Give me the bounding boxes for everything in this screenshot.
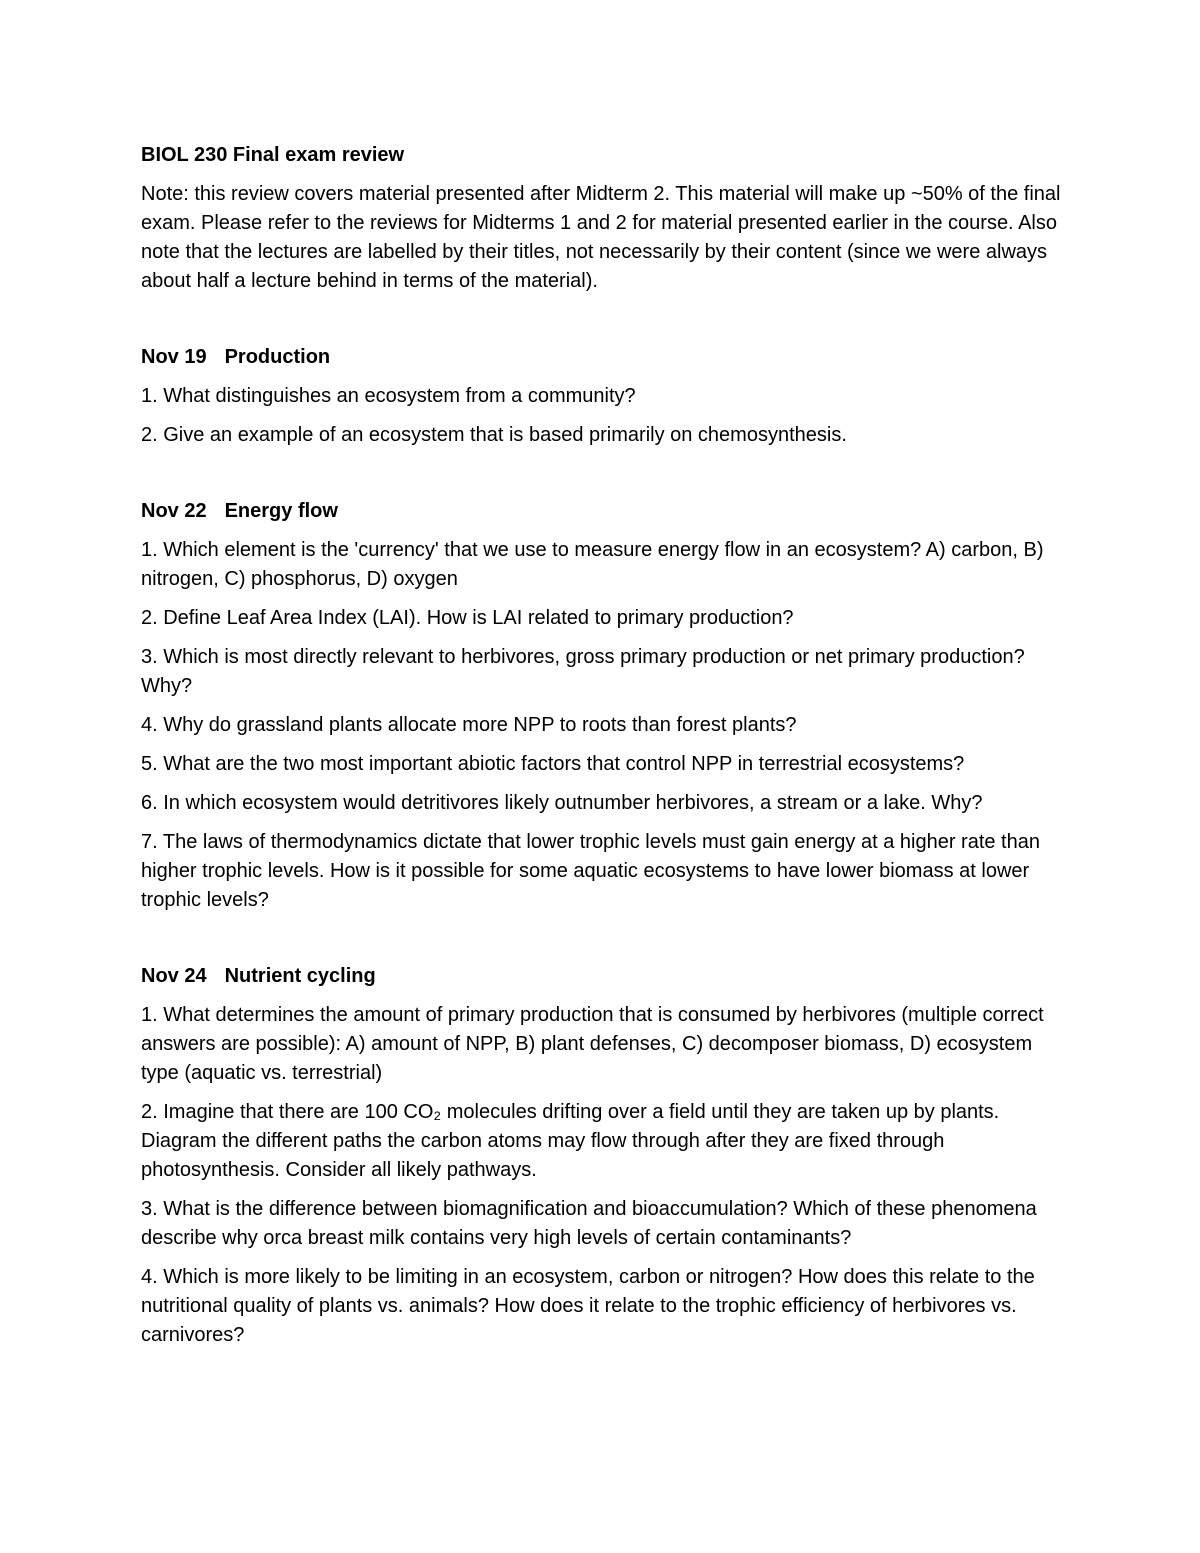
question-item: 3. Which is most directly relevant to herbivores, gross primary production or net primary production? Why? <box>141 646 1025 697</box>
question-item: 5. What are the two most important abiotic factors that control NPP in terrestrial ecosystems? <box>141 753 965 775</box>
document-page <box>141 141 1066 1360</box>
section-nutrient-cycling <box>141 962 1066 1350</box>
question-item: 1. What determines the amount of primary production that is consumed by herbivores (multiple correct answers are possible): A) amount of NPP, B) plant defenses, C) decomposer biomass, D) ecosystem type (aquatic vs. terrestrial) <box>141 1004 1044 1084</box>
question-item: 2. Give an example of an ecosystem that is based primarily on chemosynthesis. <box>141 424 847 446</box>
section-date: Nov 24 <box>141 965 207 987</box>
question-item: 2. Define Leaf Area Index (LAI). How is LAI related to primary production? <box>141 607 794 629</box>
question-item: 3. What is the difference between biomagnification and bioaccumulation? Which of these phenomena describe why orca breast milk contains very high levels of certain contaminants? <box>141 1198 1037 1249</box>
section-energy-flow <box>141 497 1066 915</box>
section-topic: Nutrient cycling <box>224 965 376 987</box>
question-item: 1. Which element is the 'currency' that we use to measure energy flow in an ecosystem? A) carbon, B) nitrogen, C) phosphorus, D) oxygen <box>141 539 1044 590</box>
question-item: 6. In which ecosystem would detritivores likely outnumber herbivores, a stream or a lake. Why? <box>141 792 983 814</box>
section-header <box>141 962 1066 991</box>
intro-note: Note: this review covers material presented after Midterm 2. This material will make up ~50% of the final exam. Please refer to the reviews for Midterms 1 and 2 for material presented earlier in the course. Also note that the lectures are labelled by their titles, not necessarily by their content (since we were always about half a lecture behind in terms of the material). <box>141 183 1061 292</box>
section-date: Nov 22 <box>141 500 207 522</box>
question-item: 2. Imagine that there are 100 CO₂ molecules drifting over a field until they are taken up by plants. Diagram the different paths the carbon atoms may flow through after they are fixed through photosynthesis. Consider all likely pathways. <box>141 1101 1000 1181</box>
section-date: Nov 19 <box>141 346 207 368</box>
question-item: 4. Which is more likely to be limiting in an ecosystem, carbon or nitrogen? How does this relate to the nutritional quality of plants vs. animals? How does it relate to the trophic efficiency of herbivores vs. carnivores? <box>141 1266 1035 1346</box>
section-production <box>141 343 1066 450</box>
document-title: BIOL 230 Final exam review <box>141 144 405 166</box>
section-topic: Energy flow <box>224 500 338 522</box>
section-header <box>141 497 1066 526</box>
question-item: 1. What distinguishes an ecosystem from a community? <box>141 385 636 407</box>
question-item: 4. Why do grassland plants allocate more NPP to roots than forest plants? <box>141 714 797 736</box>
question-item: 7. The laws of thermodynamics dictate that lower trophic levels must gain energy at a higher rate than higher trophic levels. How is it possible for some aquatic ecosystems to have lower biomass at lower trophic levels? <box>141 831 1040 911</box>
section-header <box>141 343 1066 372</box>
section-topic: Production <box>224 346 331 368</box>
